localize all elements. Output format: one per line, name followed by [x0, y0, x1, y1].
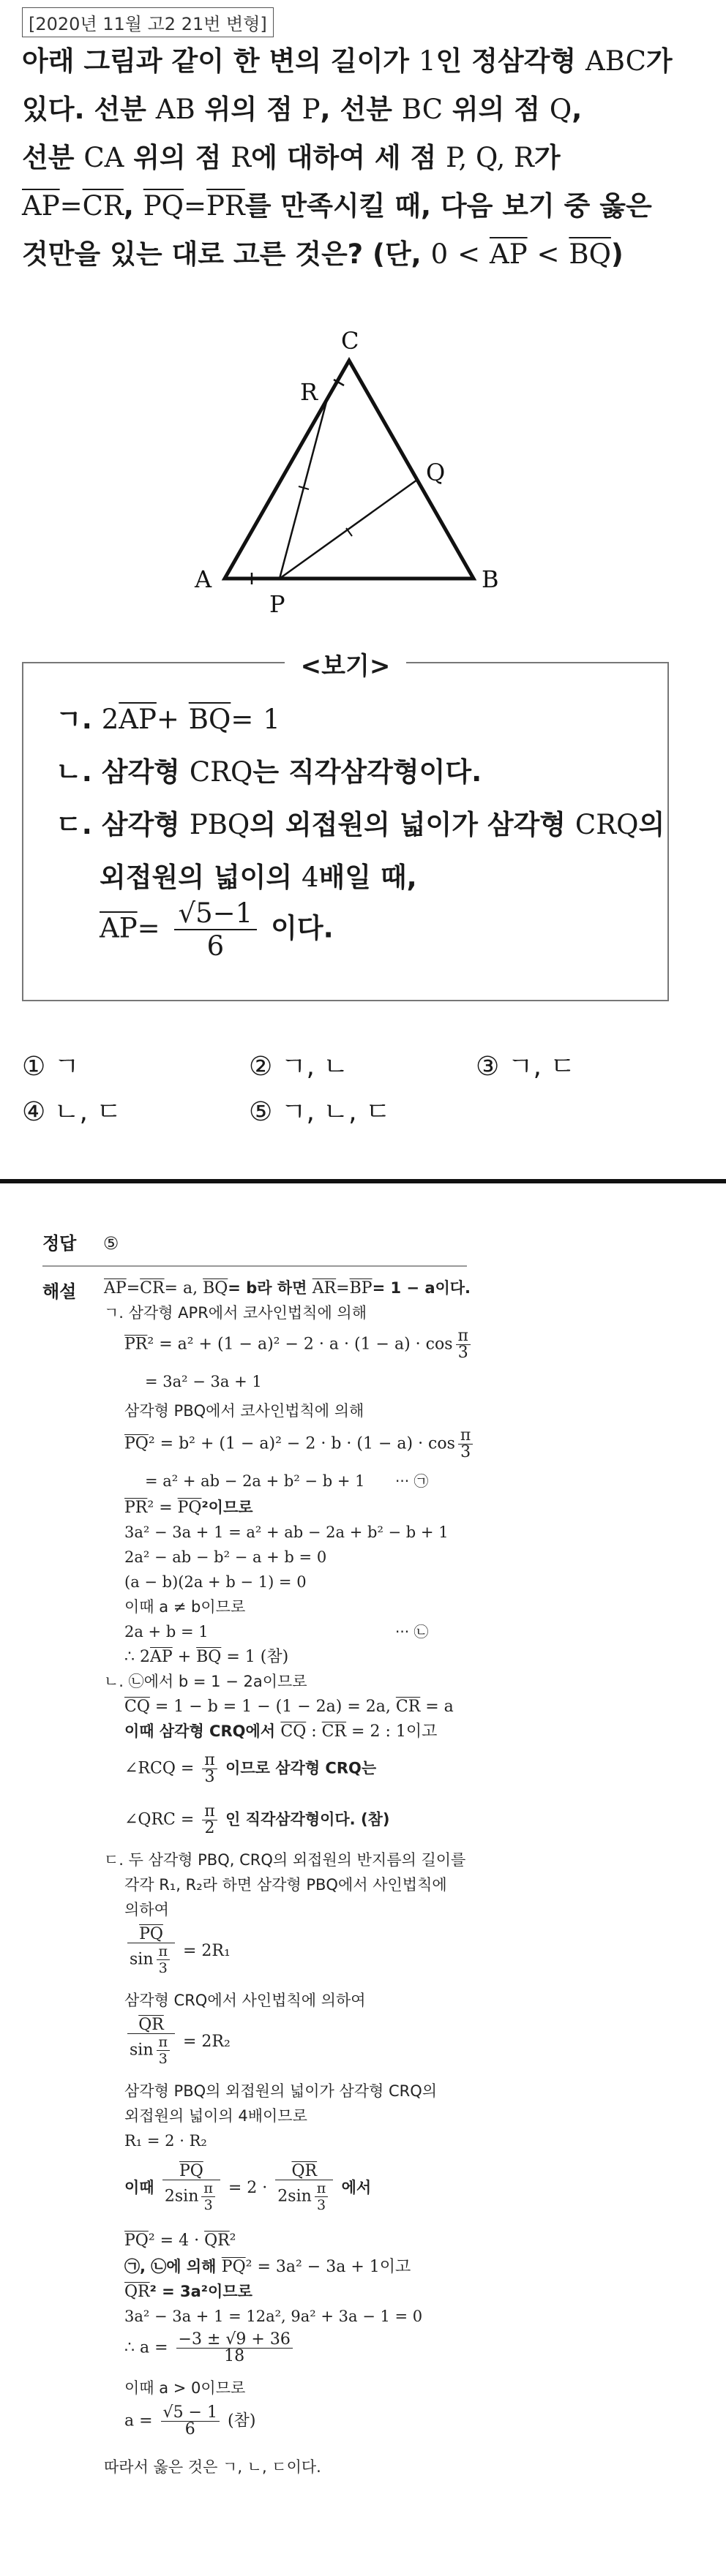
- question-line-3: 선분 CA 위의 점 R에 대하여 세 점 P, Q, R가: [22, 142, 561, 173]
- solution-line: $\overline{PR}^2 = a^2 + (1 - a)^2 - 2 \cdot a \cdot (1 - a) \cdot \cos$ $\frac{\pi}{3}$: [124, 1328, 474, 1361]
- choice-5[interactable]: ⑤ ㄱ, ㄴ, ㄷ: [249, 1097, 391, 1127]
- solution-line: 2a + b = 1: [124, 1623, 209, 1641]
- answer-label: 정답: [42, 1233, 77, 1254]
- label-c: C: [341, 327, 359, 355]
- question-line-4: $\overline{AP}=\overline{CR}$, $\overline{PQ}=\overline{PR}$를 만족시킬 때, 다음 보기 중 옳은: [22, 190, 652, 222]
- section-divider: [0, 1179, 726, 1183]
- bogi-item-2: ㄴ. 삼각형 CRQ는 직각삼각형이다.: [56, 756, 482, 788]
- solution-line: ㄱ. 삼각형 APR에서 코사인법칙에 의해: [104, 1304, 367, 1322]
- solution-line: 삼각형 PBQ의 외접원의 넓이가 삼각형 CRQ의: [124, 2082, 438, 2100]
- fraction-root5-minus-1-over-6: $\frac{√5-1}{6}$: [174, 897, 258, 962]
- solution-line: ∠RCQ = $\frac{\pi}{3}$ 이므로 삼각형 CRQ는: [124, 1751, 377, 1786]
- label-r: R: [300, 378, 318, 406]
- label-q: Q: [426, 459, 446, 486]
- solution-line: 3a² − 3a + 1 = 12a², 9a² + 3a − 1 = 0: [124, 2308, 423, 2325]
- bogi-title: <보기>: [285, 652, 407, 681]
- solution-line: 이때 $\overline{PQ}$ 2sin $\frac{\pi}{3}$ = 2 · $\overline{QR}$ 2sin $\frac{\pi}{3}$ 에서: [124, 2162, 372, 2213]
- solution-line: 삼각형 PBQ에서 코사인법칙에 의해: [124, 1402, 364, 1420]
- solution-line: = a² + ab − 2a + b² − b + 1: [145, 1472, 365, 1490]
- label-a: A: [195, 565, 212, 593]
- solution-line: 삼각형 CRQ에서 사인법칙에 의하여: [124, 1992, 366, 2009]
- solution-line: $\overline{CQ} = 1 - b = 1 - (1 - 2a) = 2a$, $\overline{CR} = a$: [124, 1698, 454, 1716]
- bogi-item-3-line-2: 외접원의 넓이의 4배일 때,: [100, 862, 417, 893]
- solution-line: $\overline{PQ}^2 = b^2 + (1 - a)^2 - 2 \cdot b \cdot (1 - a) \cdot \cos$ $\frac{\pi}{3}$: [124, 1428, 476, 1461]
- bogi-box: [22, 652, 669, 1001]
- solution-line: 의하여: [124, 1901, 169, 1918]
- answer-value: ⑤: [102, 1233, 119, 1254]
- bogi-item-3-line-3: $\overline{AP}=$ $\frac{√5-1}{6}$ 이다.: [100, 897, 334, 962]
- solution-line: $\overline{QR}^2 = 3a^2$이므로: [124, 2283, 252, 2301]
- solution-line: ∴ a = $\frac{-3 \pm √9 + 36}{18}$: [124, 2332, 296, 2365]
- solution-line: 2a² − ab − b² − a + b = 0: [124, 1548, 327, 1566]
- choice-2[interactable]: ② ㄱ, ㄴ: [249, 1052, 349, 1082]
- bogi-item-1: ㄱ. $2\overline{AP}+ \overline{BQ}= 1$: [56, 704, 280, 735]
- solution-line: 외접원의 넓이의 4배이므로: [124, 2107, 307, 2125]
- source-label: [2020년 11월 고2 21번 변형]: [22, 7, 274, 37]
- segment-pq: [280, 480, 417, 579]
- label-p: P: [269, 590, 285, 618]
- choice-3[interactable]: ③ ㄱ, ㄷ: [476, 1052, 576, 1082]
- solution-line: ㄴ. ㉡에서 b = 1 − 2a이므로: [104, 1673, 307, 1690]
- solution-line: 이때 a > 0이므로: [124, 2379, 246, 2397]
- equation-tag-2: ··· ㉡: [395, 1623, 429, 1641]
- solution-line: 이때 a ≠ b이므로: [124, 1598, 246, 1616]
- bogi-item-3: ㄷ. 삼각형 PBQ의 외접원의 넓이가 삼각형 CRQ의: [56, 809, 665, 840]
- question-line-1: 아래 그림과 같이 한 변의 길이가 1인 정삼각형 ABC가: [22, 45, 673, 77]
- answer-row: [42, 1229, 119, 1254]
- solution-line: 이때 삼각형 CRQ에서 $\overline{CQ}$ : $\overline{CR} = 2$ : 1이고: [124, 1722, 438, 1741]
- solution-line: $\overline{QR}$ sin $\frac{\pi}{3}$ = 2R₂: [124, 2017, 231, 2067]
- solution-line: ∠QRC = $\frac{\pi}{2}$ 인 직각삼각형이다. (참): [124, 1802, 390, 1837]
- solution-line: = 3a² − 3a + 1: [145, 1373, 262, 1390]
- solution-line: 3a² − 3a + 1 = a² + ab − 2a + b² − b + 1: [124, 1524, 449, 1541]
- solution-line: $\overline{PQ}^2 = 4 \cdot \overline{QR}^2$: [124, 2232, 236, 2250]
- solution-line: $\overline{PR}^2 = \overline{PQ}^2$이므로: [124, 1499, 253, 1517]
- question-line-5: 것만을 있는 대로 고른 것은? (단, $0 < \overline{AP} < \overline{BQ}$): [22, 238, 624, 270]
- solution-conclusion: 따라서 옳은 것은 ㄱ, ㄴ, ㄷ이다.: [104, 2458, 321, 2476]
- question-line-2: 있다. 선분 AB 위의 점 P, 선분 BC 위의 점 Q,: [22, 94, 583, 125]
- choice-4[interactable]: ④ ㄴ, ㄷ: [22, 1097, 122, 1127]
- choice-1[interactable]: ① ㄱ: [22, 1052, 80, 1082]
- solution-line: ㉠, ㉡에 의해 $\overline{PQ}^2 = 3a^2 - 3a + 1$이고: [124, 2258, 411, 2276]
- solution-line: 각각 R₁, R₂라 하면 삼각형 PBQ에서 사인법칙에: [124, 1876, 447, 1894]
- solution-line: $\overline{AP}=\overline{CR}= a$, $\overline{BQ}= b$라 하면 $\overline{AR}=\overline{BP}= 1 - a$이다.: [104, 1279, 471, 1298]
- explanation-label: 해설: [42, 1281, 77, 1302]
- solution-line: $\overline{PQ}$ sin $\frac{\pi}{3}$ = 2R₁: [124, 1927, 231, 1976]
- label-b: B: [482, 565, 499, 593]
- problem-section: [22, 0, 710, 279]
- triangle-figure: [176, 318, 527, 625]
- solution-line: R₁ = 2 · R₂: [124, 2132, 207, 2150]
- answer-separator: [42, 1265, 467, 1267]
- solution-line: (a − b)(2a + b − 1) = 0: [124, 1573, 307, 1591]
- solution-line: a = $\frac{√5 - 1}{6}$ (참): [124, 2403, 256, 2438]
- solution-line: ∴ $2\overline{AP} + \overline{BQ} = 1$ (참): [124, 1648, 289, 1666]
- solution-line: ㄷ. 두 삼각형 PBQ, CRQ의 외접원의 반지름의 길이를: [104, 1851, 466, 1869]
- equation-tag-1: ··· ㉠: [395, 1472, 429, 1490]
